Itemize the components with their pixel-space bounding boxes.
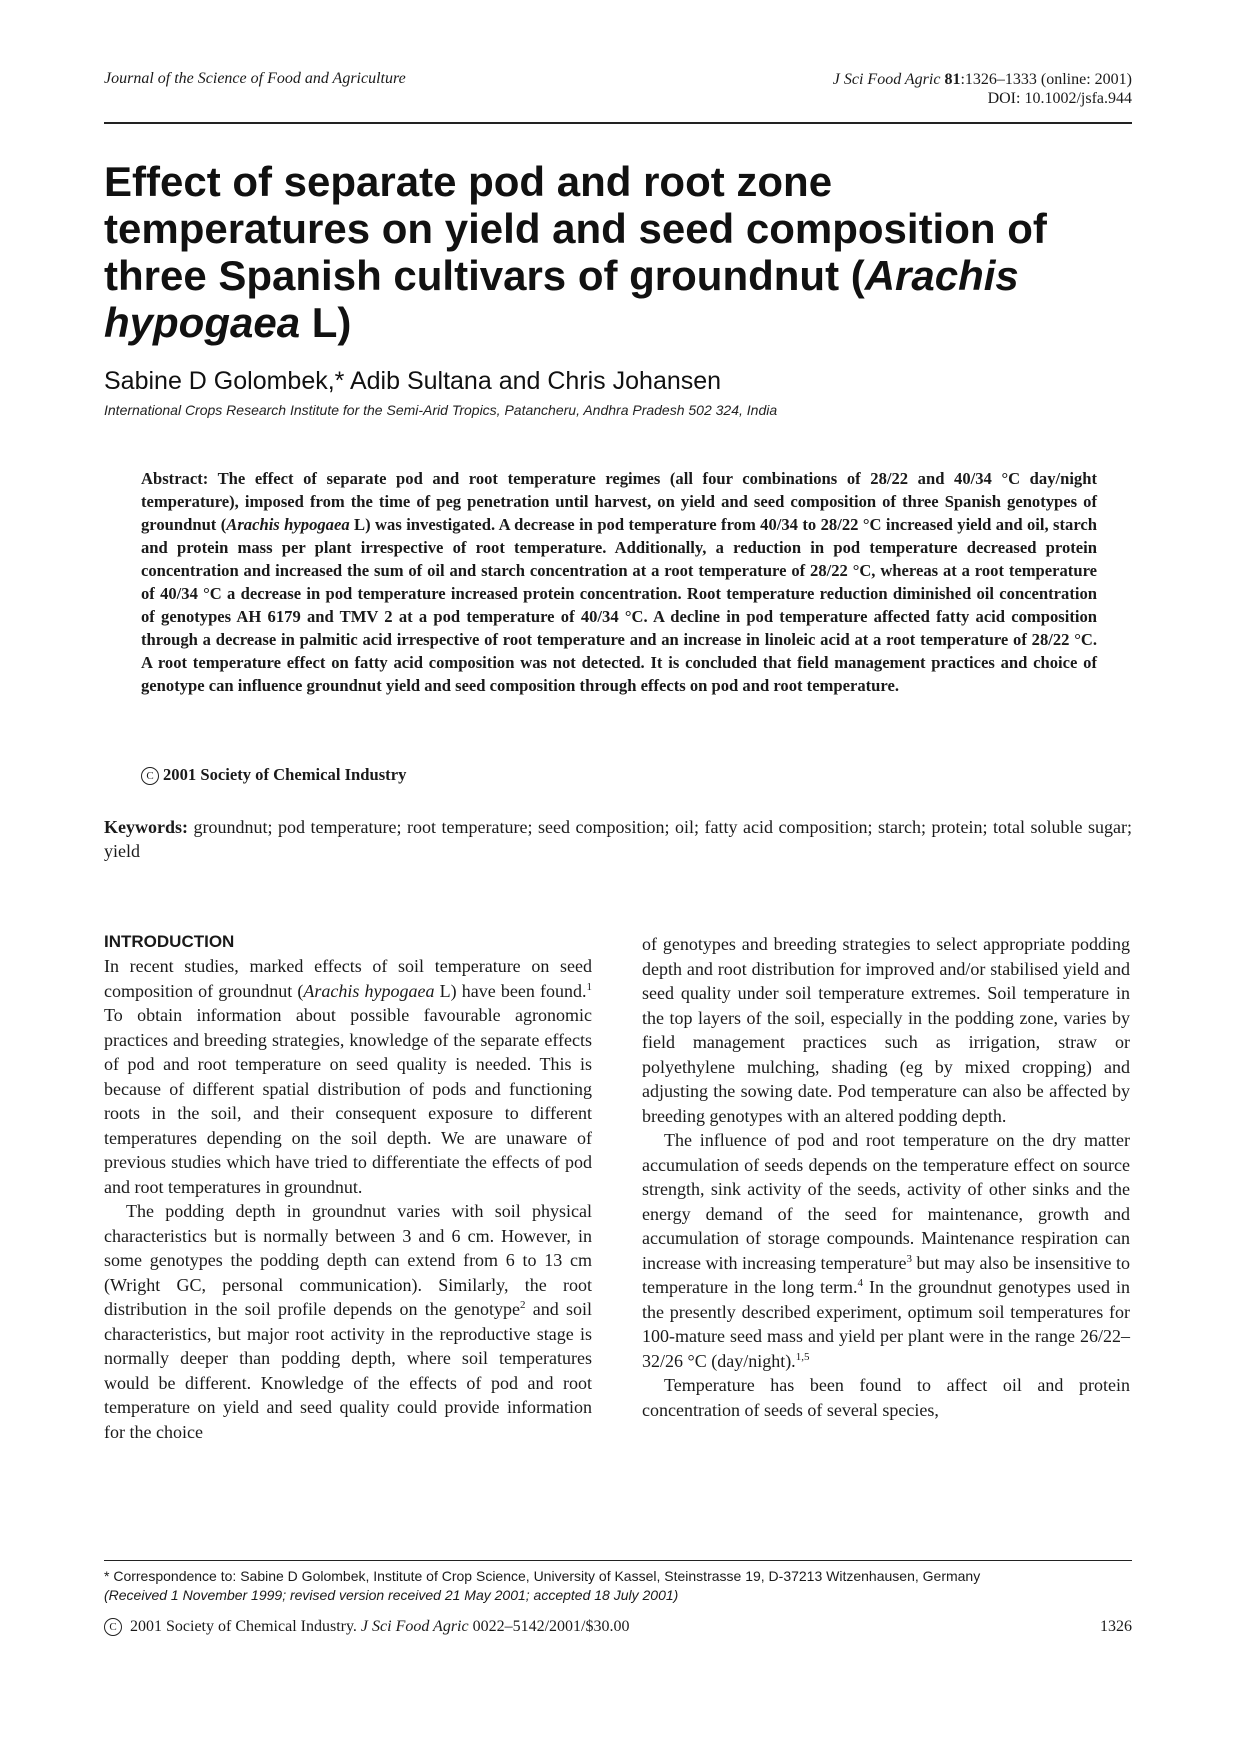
body-column-left — [104, 930, 592, 1444]
journal-abbrev: J Sci Food Agric — [360, 1618, 469, 1635]
body-column-right — [642, 932, 1130, 1422]
citation-line — [833, 70, 1132, 89]
abstract — [141, 467, 1097, 697]
authors: Sabine D Golombek,* Adib Sultana and Chris Johansen — [104, 367, 722, 395]
keywords-text: groundnut; pod temperature; root temperature; seed composition; oil; fatty acid composition; starch; protein; total soluble sugar; yield — [104, 817, 1132, 861]
correspondence-note: * Correspondence to: Sabine D Golombek, Institute of Crop Science, University of Kassel, Steinstrasse 19, D-37213 Witzenhausen, Germany — [104, 1568, 981, 1584]
copyright-icon: C — [104, 1618, 122, 1636]
title-text-end: L) — [300, 299, 352, 346]
text: The influence of pod and root temperature on the dry matter accumulation of seeds depends on the temperature effect on source strength, sink activity of the seeds, activity of other sinks and the energy demand of the seed for maintenance, growth and accumulation of storage compounds. Maintenance respiration can increase with increasing temperature — [642, 1130, 1130, 1273]
abstract-label: Abstract: — [141, 469, 209, 488]
abstract-copyright — [141, 765, 406, 785]
article-title — [104, 158, 1104, 346]
title-species: Arachis hypogaea — [104, 252, 1019, 346]
section-heading-introduction: INTRODUCTION — [104, 932, 235, 951]
text: The podding depth in groundnut varies with soil physical characteristics but is normally between 3 and 6 cm. However, in some genotypes the podding depth can extend from 6 to 13 cm (Wright GC, personal communication). Similarly, the root distribution in the soil profile depends on the genotype — [104, 1201, 592, 1319]
text: In the groundnut genotypes used in the presently described experiment, optimum soil temperatures for 100-mature seed mass and yield per plant were in the range 26/22–32/26 °C (day/night). — [642, 1277, 1130, 1371]
text: L) have been found. — [434, 980, 587, 1001]
abstract-text: The effect of separate pod and root temperature regimes (all four combinations of 28/22 and 40/34 °C day/night temperature), imposed from the time of peg penetration until harvest, on yield and seed composition of three Spanish genotypes of groundnut ( — [141, 469, 1097, 534]
affiliation: International Crops Research Institute for the Semi-Arid Tropics, Patancheru, Andhra Pradesh 502 324, India — [104, 402, 778, 418]
reference-superscript: 4 — [857, 1277, 863, 1289]
title-text: Effect of separate pod and root zone temperatures on yield and seed composition of three Spanish cultivars of groundnut ( — [104, 158, 1047, 299]
citation-journal: J Sci Food Agric — [832, 71, 941, 88]
reference-superscript: 2 — [520, 1299, 526, 1311]
abstract-species: Arachis hypogaea — [226, 515, 350, 534]
text: 2001 Society of Chemical Industry. — [126, 1618, 361, 1635]
text: In recent studies, marked effects of soil temperature on seed composition of groundnut ( — [104, 956, 592, 1001]
paragraph: Temperature has been found to affect oil and protein concentration of seeds of several species, — [642, 1375, 1130, 1420]
citation-pages: :1326–1333 (online: 2001) — [960, 71, 1132, 88]
paragraph — [104, 1199, 592, 1444]
copyright-text: 2001 Society of Chemical Industry — [163, 765, 407, 784]
text: To obtain information about possible favourable agronomic practices and breeding strategies, knowledge of the separate effects of pod and root temperature on seed quality is needed. This is because of different spatial distribution of pods and functioning roots in the soil, and their consequent exposure to different temperatures depending on the soil depth. We are unaware of previous studies which have tried to differentiate the effects of pod and root temperatures in groundnut. — [104, 1005, 592, 1197]
text: 0022–5142/2001/$30.00 — [468, 1618, 630, 1635]
text: and soil characteristics, but major root activity in the reproductive stage is normally deeper than podding depth, where soil temperatures would be different. Knowledge of the effects of pod and root temperature on yield and seed quality could provide information for the choice — [104, 1299, 593, 1442]
journal-name: Journal of the Science of Food and Agriculture — [104, 70, 406, 87]
text: but may also be insensitive to temperature in the long term. — [642, 1252, 1131, 1297]
doi: DOI: 10.1002/jsfa.944 — [987, 90, 1132, 107]
paragraph — [104, 954, 592, 1199]
species-name: Arachis hypogaea — [303, 980, 435, 1001]
copyright-icon: C — [141, 767, 159, 785]
paragraph: of genotypes and breeding strategies to select appropriate podding depth and root distribution for improved and/or stabilised yield and seed quality under soil temperature extremes. Soil temperature in the top layers of the soil, especially in the podding zone, varies by field management practices such as irrigation, straw or polyethylene mulching, shading (eg by mixed cropping) and adjusting the sowing date. Pod temperature can also be affected by breeding genotypes with an altered podding depth. — [642, 934, 1130, 1126]
abstract-text-cont: L) was investigated. A decrease in pod temperature from 40/34 to 28/22 °C increased yield and oil, starch and protein mass per plant irrespective of root temperature. Additionally, a reduction in pod temperature decreased protein concentration and increased the sum of oil and starch concentration at a root temperature of 28/22 °C, whereas at a root temperature of 40/34 °C a decrease in pod temperature increased protein concentration. Root temperature reduction diminished oil concentration of genotypes AH 6179 and TMV 2 at a pod temperature of 40/34 °C. A decline in pod temperature affected fatty acid composition through a decrease in palmitic acid irrespective of root temperature and an increase in linoleic acid at a root temperature of 28/22 °C. A root temperature effect on fatty acid composition was not detected. It is concluded that field management practices and choice of genotype can influence groundnut yield and seed composition through effects on pod and root temperature. — [141, 515, 1097, 695]
journal-header — [104, 70, 1132, 124]
reference-superscript: 3 — [906, 1252, 912, 1265]
keywords — [104, 815, 1132, 863]
reference-superscript: 1,5 — [795, 1350, 810, 1363]
page-number: 1326 — [1100, 1618, 1132, 1635]
citation-volume: 81 — [944, 71, 961, 88]
received-dates: (Received 1 November 1999; revised version received 21 May 2001; accepted 18 July 2001) — [104, 1587, 679, 1603]
keywords-label: Keywords: — [104, 817, 188, 837]
paragraph — [642, 1128, 1130, 1373]
footer-copyright — [104, 1618, 630, 1636]
citation-block — [833, 70, 1132, 108]
reference-superscript: 1 — [586, 980, 592, 993]
footnotes — [104, 1560, 1132, 1605]
